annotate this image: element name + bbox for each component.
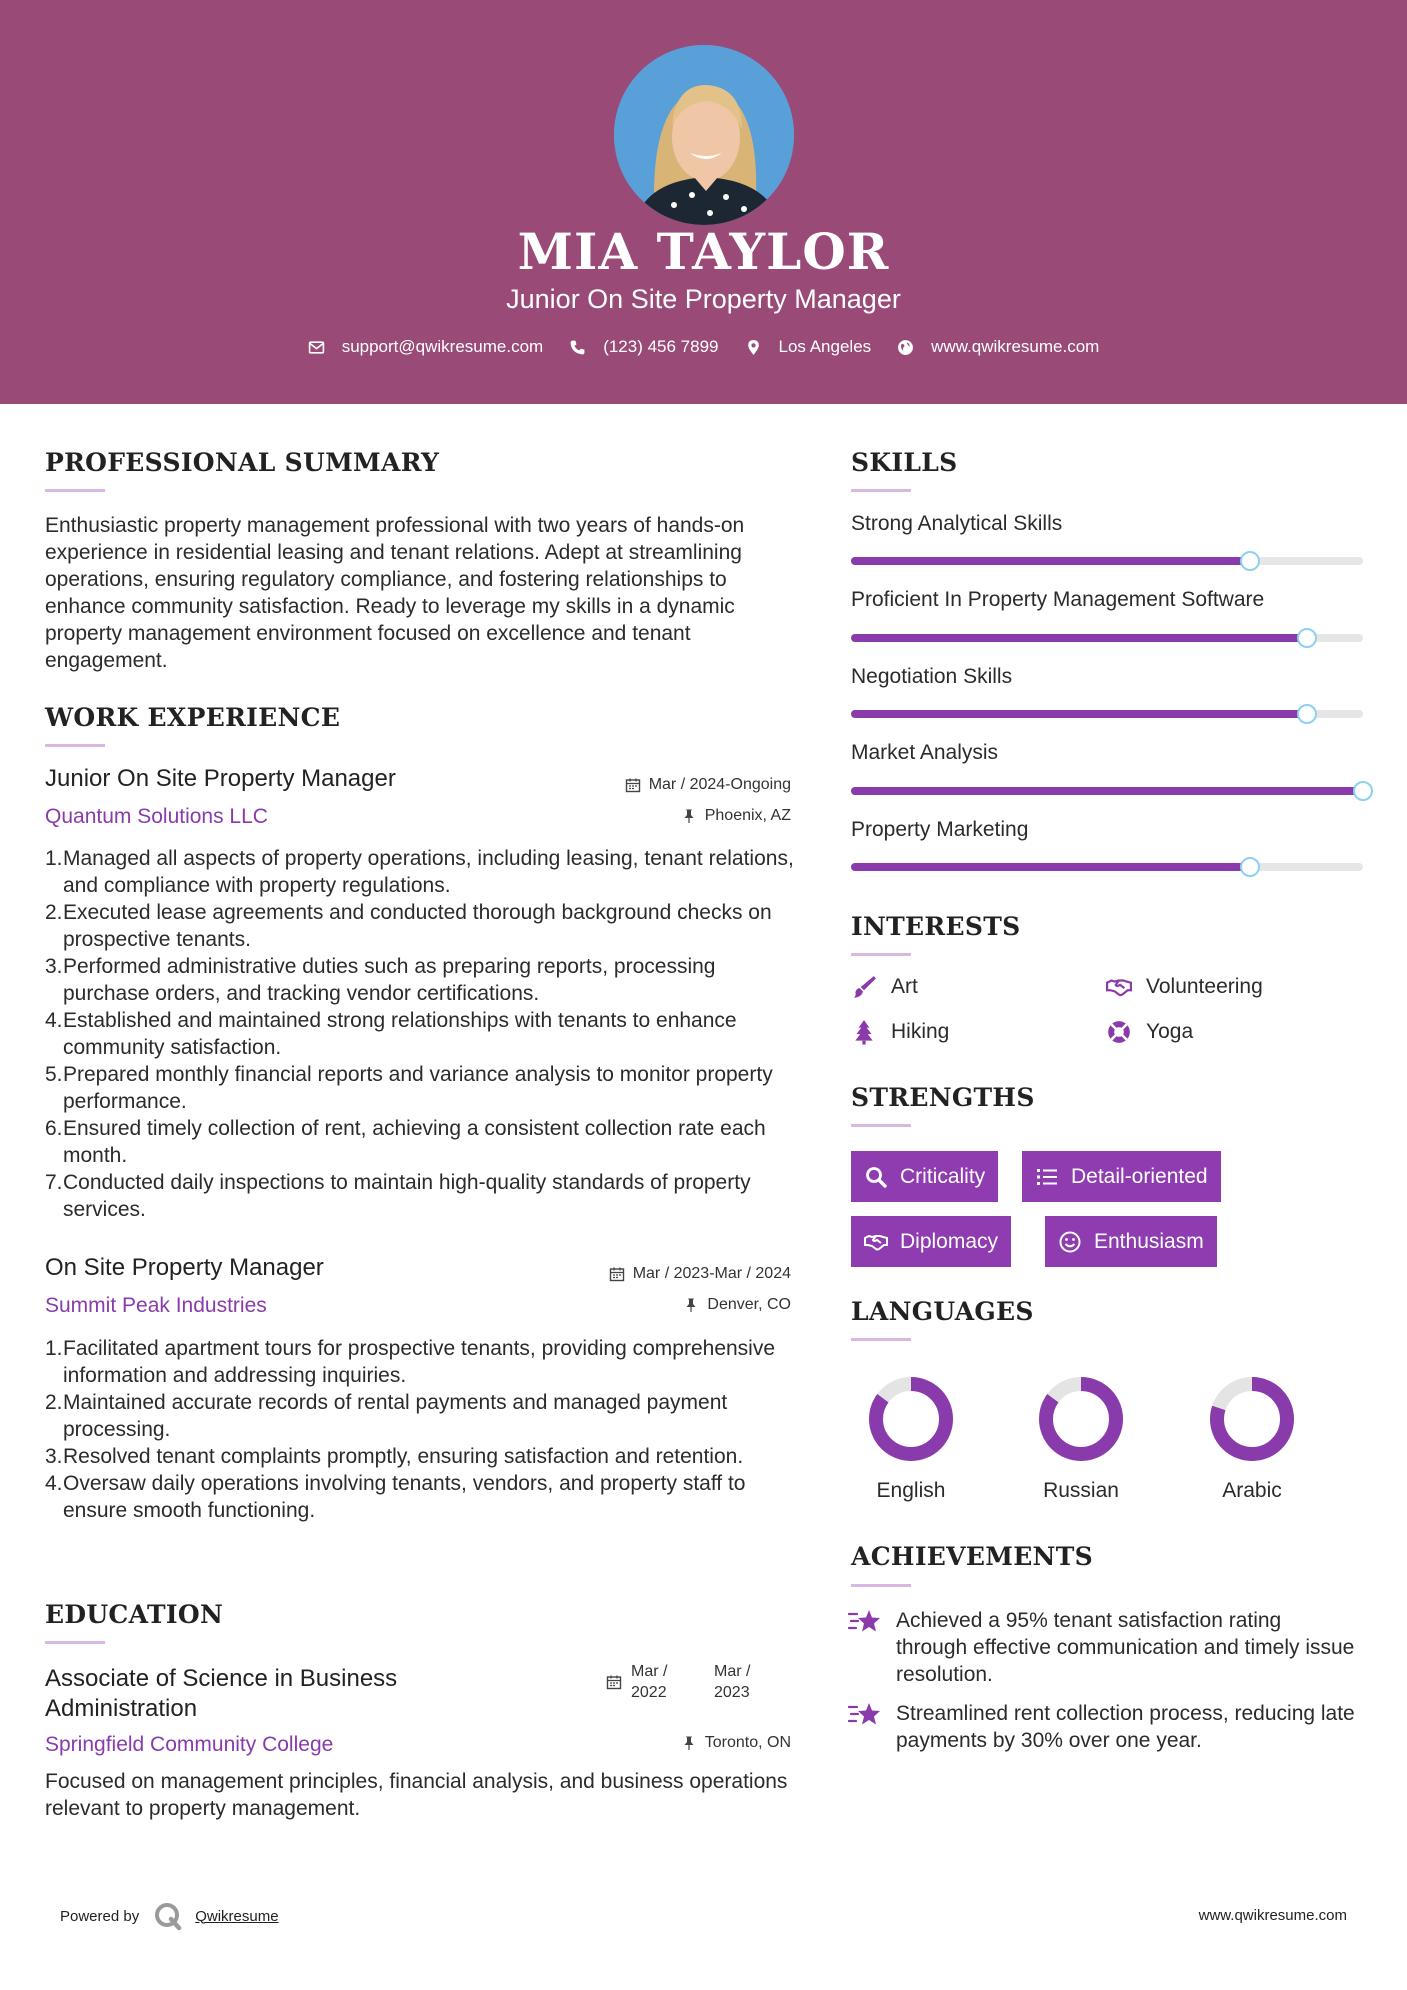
education-end-year: 2023	[714, 1684, 750, 1701]
education-start-month: Mar /	[631, 1663, 668, 1680]
language-donut	[866, 1374, 956, 1464]
contact-location-text: Los Angeles	[778, 337, 872, 356]
job-2-company: Summit Peak Industries	[45, 1294, 267, 1317]
globe-icon	[897, 339, 914, 356]
education-heading: EDUCATION	[45, 1600, 224, 1629]
skill-label: Strong Analytical Skills	[851, 512, 1063, 535]
lifebuoy-icon	[1106, 1019, 1132, 1045]
skills-heading: SKILLS	[851, 448, 958, 477]
achievements-heading: ACHIEVEMENTS	[851, 1542, 1093, 1571]
education-description: Focused on management principles, financial analysis, and business operations relevant to property management.	[45, 1770, 788, 1820]
achievement-text: Achieved a 95% tenant satisfaction rating through effective communication and timely issue resolution.	[896, 1609, 1355, 1686]
interest-label: Yoga	[1146, 1020, 1194, 1043]
contact-phone-text: (123) 456 7899	[603, 337, 719, 356]
pushpin-icon	[683, 1297, 699, 1313]
qwikresume-logo-icon	[153, 1901, 183, 1931]
smile-icon	[1058, 1230, 1082, 1254]
job-1-company: Quantum Solutions LLC	[45, 805, 268, 828]
skill-label: Property Marketing	[851, 818, 1029, 841]
strength-chip-detail-oriented	[1022, 1151, 1221, 1202]
resume-header	[0, 0, 1407, 404]
shooting-star-icon	[848, 1700, 882, 1730]
skill-bar	[851, 787, 1363, 795]
pushpin-icon	[681, 808, 697, 824]
strengths-heading: STRENGTHS	[851, 1083, 1035, 1112]
language-label: Arabic	[1222, 1479, 1282, 1502]
job-2-location-text: Denver, CO	[707, 1296, 791, 1313]
interest-hiking	[851, 1019, 949, 1045]
skill-bar-fill	[851, 863, 1250, 871]
job-2-dates	[540, 1265, 791, 1283]
list-item: 7. Conducted daily inspections to maintain high-quality standards of property services.	[45, 1171, 751, 1221]
candidate-role: Junior On Site Property Manager	[506, 284, 901, 314]
job-2-duties	[45, 1335, 795, 1524]
languages-rule	[851, 1338, 911, 1341]
strength-chip-enthusiasm	[1045, 1216, 1217, 1267]
education-end-month: Mar /	[714, 1663, 751, 1680]
education-rule	[45, 1641, 105, 1644]
skill-bar-knob	[1353, 781, 1373, 801]
job-2-location	[560, 1296, 791, 1314]
education-dates	[606, 1663, 796, 1709]
map-pin-icon	[745, 339, 762, 356]
skill-bar	[851, 863, 1363, 871]
contact-website[interactable]	[897, 337, 1099, 357]
tree-icon	[851, 1019, 877, 1045]
language-donut	[1036, 1374, 1126, 1464]
calendar-icon	[609, 1266, 625, 1282]
skill-bar-knob	[1297, 704, 1317, 724]
achievement-text: Streamlined rent collection process, reducing late payments by 30% over one year.	[896, 1702, 1355, 1752]
phone-icon	[569, 339, 586, 356]
interest-label: Volunteering	[1146, 975, 1263, 998]
education-school: Springfield Community College	[45, 1733, 334, 1756]
skill-bar-fill	[851, 557, 1250, 565]
list-item: 2. Maintained accurate records of rental payments and managed payment processing.	[45, 1391, 728, 1441]
job-1-location	[560, 807, 791, 825]
interest-label: Hiking	[891, 1020, 950, 1043]
strength-label: Diplomacy	[900, 1229, 999, 1253]
skill-label: Negotiation Skills	[851, 665, 1013, 688]
footer-website[interactable]: www.qwikresume.com	[1198, 1907, 1347, 1924]
contact-email-text: support@qwikresume.com	[341, 337, 544, 356]
language-donut	[1207, 1374, 1297, 1464]
strength-chip-diplomacy	[851, 1216, 1011, 1267]
contact-phone[interactable]	[569, 337, 718, 357]
qwikresume-link[interactable]: Qwikresume	[195, 1907, 279, 1925]
powered-by-text: Powered by	[60, 1907, 140, 1925]
handshake-icon	[1106, 974, 1132, 1000]
list-item: 3. Performed administrative duties such as preparing reports, processing purchase orders, and tracking vendor certifications.	[45, 955, 716, 1005]
skill-bar-fill	[851, 710, 1307, 718]
strength-chip-criticality	[851, 1151, 998, 1202]
experience-rule	[45, 744, 105, 747]
job-2-dates-text: Mar / 2023-Mar / 2024	[632, 1265, 791, 1282]
experience-heading: WORK EXPERIENCE	[45, 703, 341, 732]
language-label: Russian	[1043, 1479, 1119, 1502]
interests-heading: INTERESTS	[851, 912, 1021, 941]
skill-label: Market Analysis	[851, 741, 999, 764]
achievements-rule	[851, 1584, 911, 1587]
list-icon	[1035, 1165, 1059, 1189]
skill-bar-fill	[851, 787, 1363, 795]
interest-label: Art	[891, 975, 918, 998]
shooting-star-icon	[848, 1607, 882, 1637]
language-label: English	[876, 1479, 946, 1502]
candidate-name: MIA TAYLOR	[517, 222, 890, 281]
summary-text: Enthusiastic property management professional with two years of hands-on experience in residential leasing and tenant relations. Adept at streamlining operations, ensuring regulatory compliance, and fostering relationships to enhance community satisfaction. Ready to leverage my skills in a dynamic property management environment focused on excellence and tenant engagement.	[45, 514, 745, 672]
profile-photo	[614, 45, 794, 225]
strength-label: Criticality	[900, 1164, 986, 1188]
skill-bar-knob	[1297, 628, 1317, 648]
list-item: 1. Managed all aspects of property operations, including leasing, tenant relations, and compliance with property regulations.	[45, 847, 794, 897]
list-item: 4. Oversaw daily operations involving tenants, vendors, and property staff to ensure smooth functioning.	[45, 1472, 746, 1522]
summary-heading: PROFESSIONAL SUMMARY	[45, 448, 440, 477]
paintbrush-icon	[851, 974, 877, 1000]
skill-bar-fill	[851, 634, 1307, 642]
strength-label: Detail-oriented	[1071, 1164, 1208, 1188]
job-1-location-text: Phoenix, AZ	[704, 807, 791, 824]
interest-art	[851, 974, 918, 1000]
contact-email[interactable]	[308, 337, 544, 357]
calendar-icon	[625, 777, 641, 793]
skill-bar	[851, 557, 1363, 565]
list-item: 3. Resolved tenant complaints promptly, ensuring satisfaction and retention.	[45, 1445, 744, 1468]
handshake-icon	[864, 1230, 888, 1254]
job-2-title: On Site Property Manager	[45, 1254, 324, 1281]
languages-heading: LANGUAGES	[851, 1297, 1034, 1326]
job-1-dates	[560, 776, 791, 794]
skill-bar-knob	[1240, 857, 1260, 877]
list-item: 5. Prepared monthly financial reports and variance analysis to monitor property performance.	[45, 1063, 773, 1113]
job-1-title: Junior On Site Property Manager	[45, 765, 396, 792]
job-1-duties	[45, 845, 795, 1223]
job-1-dates-text: Mar / 2024-Ongoing	[648, 776, 791, 793]
envelope-icon	[308, 339, 325, 356]
calendar-icon	[606, 1674, 622, 1690]
skills-rule	[851, 489, 911, 492]
education-location-text: Toronto, ON	[704, 1734, 791, 1751]
list-item: 4. Established and maintained strong relationships with tenants to enhance community satisfaction.	[45, 1009, 737, 1059]
strength-label: Enthusiasm	[1094, 1229, 1204, 1253]
avatar-portrait-icon	[614, 45, 794, 225]
contact-bar	[0, 337, 1407, 357]
interest-yoga	[1106, 1019, 1193, 1045]
search-icon	[864, 1165, 888, 1189]
interest-volunteering	[1106, 974, 1263, 1000]
interests-rule	[851, 953, 911, 956]
contact-location	[745, 337, 872, 357]
list-item: 2. Executed lease agreements and conducted thorough background checks on prospective tenants.	[45, 901, 772, 951]
skill-label: Proficient In Property Management Software	[851, 588, 1265, 611]
pushpin-icon	[681, 1735, 697, 1751]
contact-website-text: www.qwikresume.com	[931, 337, 1100, 356]
list-item: 1. Facilitated apartment tours for prospective tenants, providing comprehensive information and addressing inquiries.	[45, 1337, 776, 1387]
education-degree: Associate of Science in Business Administration	[45, 1665, 398, 1722]
summary-rule	[45, 489, 105, 492]
footer-powered-by	[60, 1901, 279, 1931]
strengths-rule	[851, 1124, 911, 1127]
skill-bar	[851, 710, 1363, 718]
list-item: 6. Ensured timely collection of rent, achieving a consistent collection rate each month.	[45, 1117, 766, 1167]
skill-bar	[851, 634, 1363, 642]
education-start-year: 2022	[631, 1684, 667, 1701]
skill-bar-knob	[1240, 551, 1260, 571]
education-location	[560, 1734, 791, 1752]
